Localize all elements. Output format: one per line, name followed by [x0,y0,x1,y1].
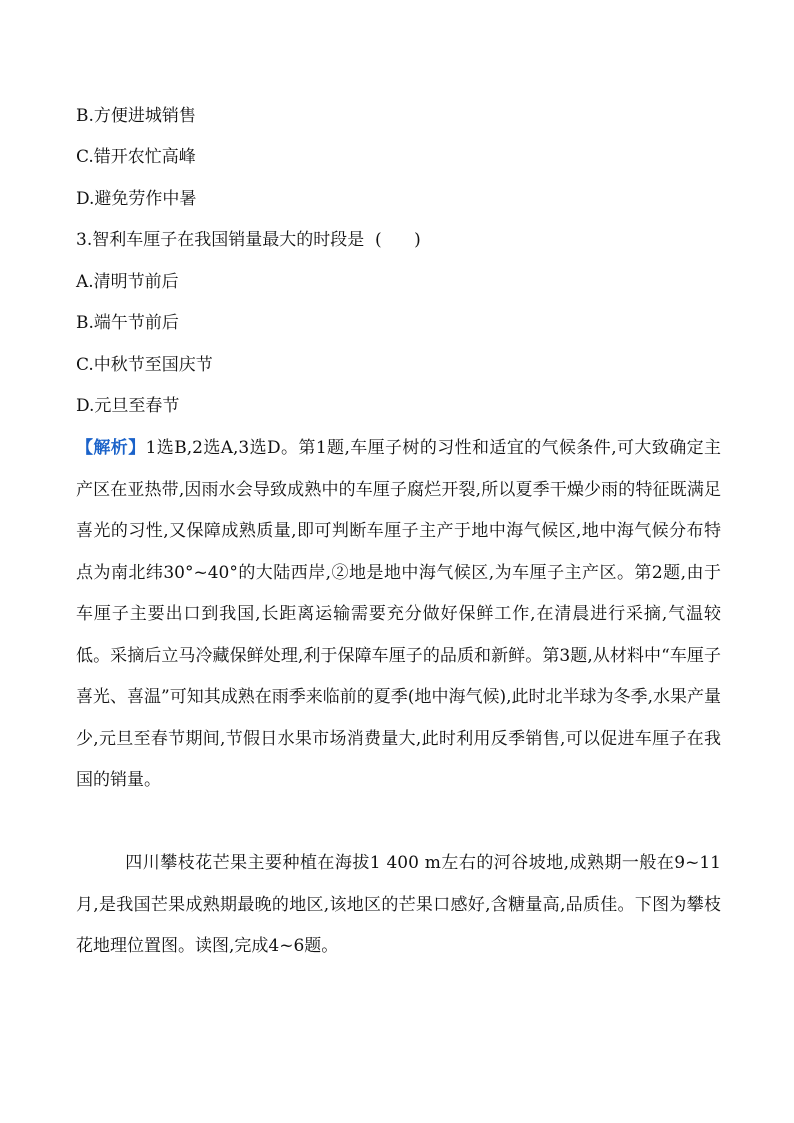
analysis-tag: 【解析】 [76,438,146,458]
option-b-prev: B.方便进城销售 [76,106,196,126]
question-3-option-d: D.元旦至春节 [76,396,180,416]
option-d-prev: D.避免劳作中暑 [76,189,197,209]
question-3-option-c: C.中秋节至国庆节 [76,355,213,375]
analysis-paragraph [76,428,721,802]
question-3-stem: 3.智利车厘子在我国销量最大的时段是 ( ) [76,230,421,250]
material-paragraph: 四川攀枝花芒果主要种植在海拔1 400 m左右的河谷坡地,成熟期一般在9~11月,是我国芒果成熟期最晚的地区,该地区的芒果口感好,含糖量高,品质佳。下图为攀枝花地理位置图。读图,完成4~6题。 [76,853,721,956]
option-c-prev: C.错开农忙高峰 [76,147,196,167]
analysis-text: 1选B,2选A,3选D。第1题,车厘子树的习性和适宜的气候条件,可大致确定主产区在亚热带,因雨水会导致成熟中的车厘子腐烂开裂,所以夏季干燥少雨的特征既满足喜光的习性,又保障成熟质量,即可判断车厘子主产于地中海气候区,地中海气候分布特点为南北纬30°~40°的大陆西岸,②地是地中海气候区,为车厘子主产区。第2题,由于车厘子主要出口到我国,长距离运输需要充分做好保鲜工作,在清晨进行采摘,气温较低。采摘后立马冷藏保鲜处理,利于保障车厘子的品质和新鲜。第3题,从材料中“车厘子喜光、喜温”可知其成熟在雨季来临前的夏季(地中海气候),此时北半球为冬季,水果产量少,元旦至春节期间,节假日水果市场消费量大,此时利用反季销售,可以促进车厘子在我国的销量。 [76,438,721,790]
question-3-option-b: B.端午节前后 [76,313,179,333]
question-3-option-a: A.清明节前后 [76,272,179,292]
